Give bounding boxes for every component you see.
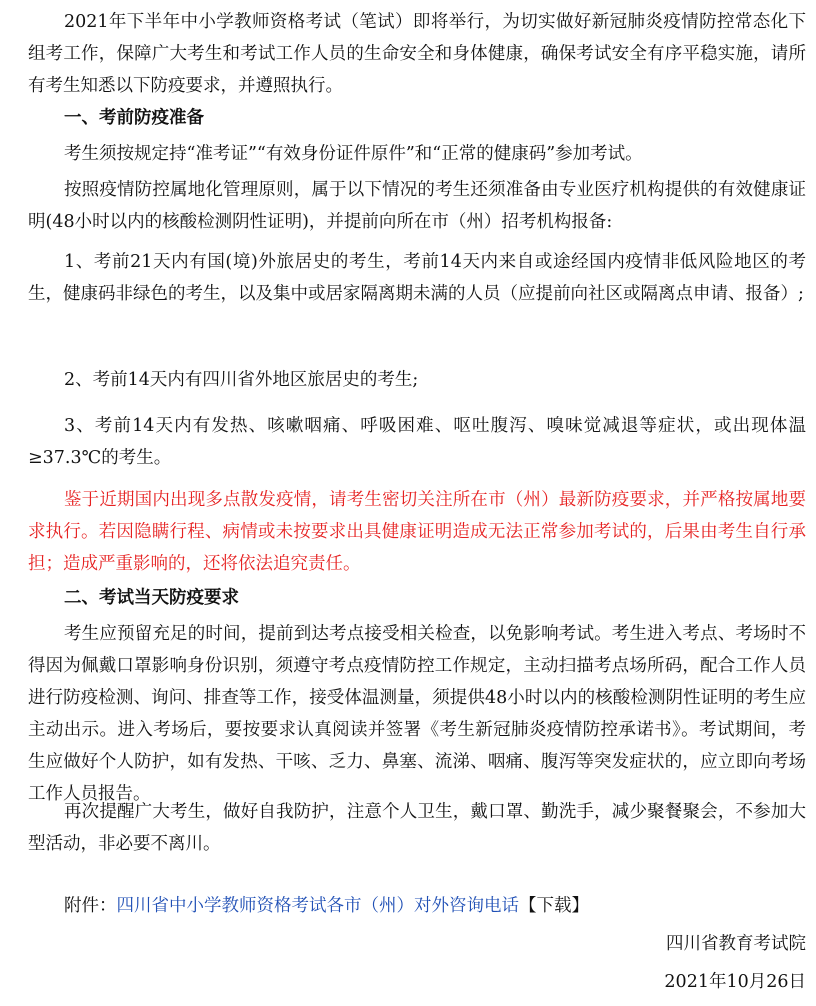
list-item-travel-domestic: 2、考前14天内有四川省外地区旅居史的考生; xyxy=(64,370,419,390)
attachment-line xyxy=(64,890,589,922)
signature-organization: 四川省教育考试院 xyxy=(666,934,806,954)
list-item-travel-abroad: 1、考前21天内有国(境)外旅居史的考生，考前14天内来自或途经国内疫情非低风险地区的考生，健康码非绿色的考生，以及集中或居家隔离期未满的人员（应提前向社区或隔离点申请、报备）; xyxy=(28,252,806,304)
paragraph-health-proof: 按照疫情防控属地化管理原则，属于以下情况的考生还须准备由专业医疗机构提供的有效健康证明(48小时以内的核酸检测阴性证明)，并提前向所在市（州）招考机构报备: xyxy=(28,180,806,232)
paragraph-exam-day: 考生应预留充足的时间，提前到达考点接受相关检查，以免影响考试。考生进入考点、考场时不得因为佩戴口罩影响身份识别，须遵守考点疫情防控工作规定，主动扫描考点场所码，配合工作人员进行防疫检测、询问、排查等工作，接受体温测量，须提供48小时以内的核酸检测阴性证明的考生应主动出示。进入考场后，要按要求认真阅读并签署《考生新冠肺炎疫情防控承诺书》。考试期间，考生应做好个人防护，如有发热、干咳、乏力、鼻塞、流涕、咽痛、腹泻等突发症状的，应立即向考场工作人员报告。 xyxy=(28,624,806,804)
paragraph-reminder: 再次提醒广大考生，做好自我防护，注意个人卫生，戴口罩、勤洗手，减少聚餐聚会，不参加大型活动，非必要不离川。 xyxy=(28,802,806,854)
intro-paragraph: 2021年下半年中小学教师资格考试（笔试）即将举行，为切实做好新冠肺炎疫情防控常态化下组考工作，保障广大考生和考试工作人员的生命安全和身体健康，确保考试安全有序平稳实施，请所有考生知悉以下防疫要求，并遵照执行。 xyxy=(28,12,806,96)
signature-date: 2021年10月26日 xyxy=(664,972,806,992)
warning-paragraph: 鉴于近期国内出现多点散发疫情，请考生密切关注所在市（州）最新防疫要求，并严格按属地要求执行。若因隐瞒行程、病情或未按要求出具健康证明造成无法正常参加考试的，后果由考生自行承担；造成严重影响的，还将依法追究责任。 xyxy=(28,490,806,574)
download-link[interactable]: 【下载】 xyxy=(519,896,589,916)
section-heading-1: 一、考前防疫准备 xyxy=(64,108,204,128)
paragraph-documents: 考生须按规定持“准考证”“有效身份证件原件”和“正常的健康码”参加考试。 xyxy=(64,144,643,164)
list-item-symptoms: 3、考前14天内有发热、咳嗽咽痛、呼吸困难、呕吐腹泻、嗅味觉减退等症状，或出现体温≥37.3℃的考生。 xyxy=(28,416,806,468)
attachment-link[interactable]: 四川省中小学教师资格考试各市（州）对外咨询电话 xyxy=(116,896,519,916)
section-heading-2: 二、考试当天防疫要求 xyxy=(64,588,239,608)
attachment-label: 附件： xyxy=(64,896,117,916)
